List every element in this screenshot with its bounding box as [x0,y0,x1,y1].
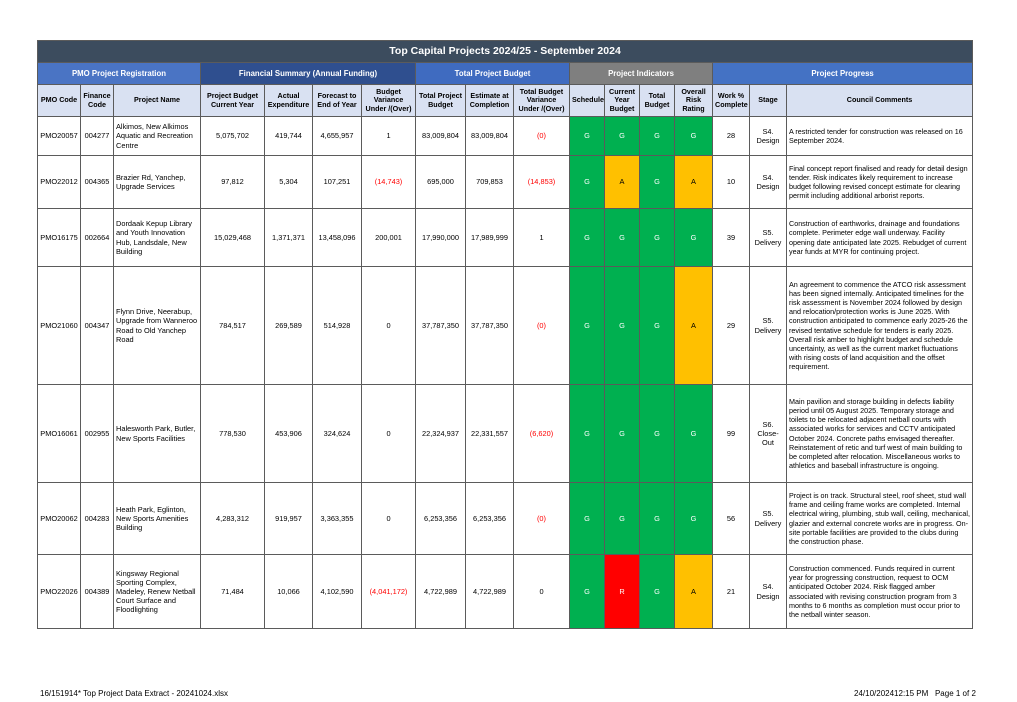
current-year-budget-rag-cell: G [605,267,640,385]
overall-risk-rag-cell: G [675,117,713,156]
total-project-budget-cell: 4,722,989 [416,555,466,629]
footer-file: 16/151914* Top Project Data Extract - 20241024.xlsx [40,689,228,698]
pmo-code-cell: PMO21060 [38,267,81,385]
table-row [38,117,973,156]
budget-variance-cell: 200,001 [362,209,416,267]
schedule-rag-cell: G [570,267,605,385]
forecast-cell: 13,458,096 [313,209,362,267]
schedule-rag-cell: G [570,385,605,483]
header-forecast: Forecast to End of Year [313,85,362,117]
forecast-cell: 4,102,590 [313,555,362,629]
project-name-cell: Kingsway Regional Sporting Complex, Madeley, Renew Netball Court Surface and Floodlighting [114,555,201,629]
header-overall-risk: Overall Risk Rating [675,85,713,117]
forecast-cell: 514,928 [313,267,362,385]
header-project-budget: Project Budget Current Year [201,85,265,117]
project-name-cell: Brazier Rd, Yanchep, Upgrade Services [114,156,201,209]
finance-code-cell: 002955 [81,385,114,483]
total-project-budget-cell: 695,000 [416,156,466,209]
header-pmo-code: PMO Code [38,85,81,117]
actual-expenditure-cell: 453,906 [265,385,313,483]
work-complete-cell: 99 [713,385,750,483]
header-council-comments: Council Comments [787,85,973,117]
schedule-rag-cell: G [570,117,605,156]
capital-projects-table [37,40,973,629]
current-year-budget-rag-cell: R [605,555,640,629]
total-budget-variance-cell: (0) [514,267,570,385]
project-budget-cell: 784,517 [201,267,265,385]
header-actual-expenditure: Actual Expenditure [265,85,313,117]
total-project-budget-cell: 6,253,356 [416,483,466,555]
total-budget-rag-cell: G [640,483,675,555]
table-row [38,483,973,555]
estimate-completion-cell: 83,009,804 [466,117,514,156]
estimate-completion-cell: 22,331,557 [466,385,514,483]
finance-code-cell: 004365 [81,156,114,209]
total-budget-variance-cell: (6,620) [514,385,570,483]
total-budget-variance-cell: (14,853) [514,156,570,209]
budget-variance-cell: (14,743) [362,156,416,209]
budget-variance-cell: 1 [362,117,416,156]
pmo-code-cell: PMO16175 [38,209,81,267]
total-budget-variance-cell: 1 [514,209,570,267]
total-budget-rag-cell: G [640,209,675,267]
stage-cell: S6. Close-Out [750,385,787,483]
pmo-code-cell: PMO20057 [38,117,81,156]
budget-variance-cell: 0 [362,267,416,385]
overall-risk-rag-cell: G [675,209,713,267]
table-row [38,209,973,267]
current-year-budget-rag-cell: G [605,385,640,483]
council-comment-cell: A restricted tender for construction was released on 16 September 2024. [787,117,973,156]
header-total-project-budget: Total Project Budget [416,85,466,117]
group-project-progress: Project Progress [713,63,973,85]
overall-risk-rag-cell: A [675,555,713,629]
project-name-cell: Alkimos, New Alkimos Aquatic and Recreation Centre [114,117,201,156]
estimate-completion-cell: 4,722,989 [466,555,514,629]
current-year-budget-rag-cell: G [605,483,640,555]
estimate-completion-cell: 37,787,350 [466,267,514,385]
council-comment-cell: Final concept report finalised and ready for detail design tender. Risk indicates likely requirement to increase budget following revised concept estimate for clearing permit including additional arborist reports. [787,156,973,209]
work-complete-cell: 29 [713,267,750,385]
total-project-budget-cell: 22,324,937 [416,385,466,483]
footer-date: 24/10/2024 [854,689,895,698]
budget-variance-cell: 0 [362,385,416,483]
work-complete-cell: 28 [713,117,750,156]
header-finance-code: Finance Code [81,85,114,117]
table-row [38,267,973,385]
pmo-code-cell: PMO20062 [38,483,81,555]
finance-code-cell: 002664 [81,209,114,267]
estimate-completion-cell: 17,989,999 [466,209,514,267]
schedule-rag-cell: G [570,555,605,629]
council-comment-cell: Construction commenced. Funds required in current year for progressing construction, request to OCM anticipated October 2024. Risk flagged amber associated with revising construction program from 3 months to 6 months as completion must occur prior to the netball winter season. [787,555,973,629]
stage-cell: S5. Delivery [750,209,787,267]
overall-risk-rag-cell: A [675,156,713,209]
group-total-budget: Total Project Budget [416,63,570,85]
work-complete-cell: 39 [713,209,750,267]
stage-cell: S4. Design [750,117,787,156]
group-registration: PMO Project Registration [38,63,201,85]
footer-page: Page 1 of 2 [934,689,976,698]
work-complete-cell: 21 [713,555,750,629]
header-estimate-completion: Estimate at Completion [466,85,514,117]
work-complete-cell: 56 [713,483,750,555]
total-budget-variance-cell: 0 [514,555,570,629]
stage-cell: S5. Delivery [750,267,787,385]
current-year-budget-rag-cell: A [605,156,640,209]
total-budget-rag-cell: G [640,267,675,385]
current-year-budget-rag-cell: G [605,209,640,267]
total-budget-rag-cell: G [640,156,675,209]
stage-cell: S5. Delivery [750,483,787,555]
finance-code-cell: 004283 [81,483,114,555]
header-current-year-budget: Current Year Budget [605,85,640,117]
total-budget-rag-cell: G [640,555,675,629]
estimate-completion-cell: 6,253,356 [466,483,514,555]
schedule-rag-cell: G [570,156,605,209]
forecast-cell: 324,624 [313,385,362,483]
header-work-complete: Work % Complete [713,85,750,117]
overall-risk-rag-cell: A [675,267,713,385]
forecast-cell: 107,251 [313,156,362,209]
group-financial-summary: Financial Summary (Annual Funding) [201,63,416,85]
project-budget-cell: 5,075,702 [201,117,265,156]
table-row [38,156,973,209]
finance-code-cell: 004347 [81,267,114,385]
pmo-code-cell: PMO22026 [38,555,81,629]
header-project-name: Project Name [114,85,201,117]
actual-expenditure-cell: 1,371,371 [265,209,313,267]
project-budget-cell: 4,283,312 [201,483,265,555]
total-budget-rag-cell: G [640,117,675,156]
header-total-budget-variance: Total Budget Variance Under /(Over) [514,85,570,117]
total-budget-variance-cell: (0) [514,483,570,555]
header-stage: Stage [750,85,787,117]
pmo-code-cell: PMO16061 [38,385,81,483]
footer-meta [854,689,976,698]
actual-expenditure-cell: 419,744 [265,117,313,156]
council-comment-cell: Main pavilion and storage building in defects liability period until 05 August 2025. Temporary storage and toilets to be relocated adjacent netball courts with associated works for services and CCTV anticipated October 2024. Concrete paths envisaged thereafter. Reinstatement of retic and turf west of main building to be completed after relocation. Miscellaneous works to athletics and baseball infrastructure is ongoing. [787,385,973,483]
project-name-cell: Dordaak Kepup Library and Youth Innovation Hub, Landsdale, New Building [114,209,201,267]
actual-expenditure-cell: 10,066 [265,555,313,629]
total-project-budget-cell: 83,009,804 [416,117,466,156]
header-total-budget: Total Budget [640,85,675,117]
council-comment-cell: An agreement to commence the ATCO risk assessment has been signed internally. Anticipated timelines for the risk assessment is November 2024 followed by design and relocation/protection works is June 2025. With construction anticipated to commence early 2025-26 the revised tentative schedule for tenders is early 2025. Overall risk amber to highlight budget and schedule uncertainty, as well as the current market fluctuations with rising costs of land acquisition and the offset requirement. [787,267,973,385]
total-project-budget-cell: 17,990,000 [416,209,466,267]
table-body [38,117,973,629]
table-row [38,555,973,629]
budget-variance-cell: (4,041,172) [362,555,416,629]
total-budget-rag-cell: G [640,385,675,483]
project-budget-cell: 71,484 [201,555,265,629]
group-project-indicators: Project Indicators [570,63,713,85]
header-budget-variance: Budget Variance Under /(Over) [362,85,416,117]
actual-expenditure-cell: 919,957 [265,483,313,555]
forecast-cell: 4,655,957 [313,117,362,156]
work-complete-cell: 10 [713,156,750,209]
actual-expenditure-cell: 269,589 [265,267,313,385]
overall-risk-rag-cell: G [675,385,713,483]
total-project-budget-cell: 37,787,350 [416,267,466,385]
table-row [38,385,973,483]
council-comment-cell: Project is on track. Structural steel, roof sheet, stud wall frame and ceiling frame works are completed. Internal electrical wiring, plumbing, stub wall, ceiling, mechanical, glazier and external concrete works are in progress. On-site portable facilities are provided to the clubs during the construction phase. [787,483,973,555]
pmo-code-cell: PMO22012 [38,156,81,209]
finance-code-cell: 004277 [81,117,114,156]
project-name-cell: Flynn Drive, Neerabup, Upgrade from Wanneroo Road to Old Yanchep Road [114,267,201,385]
project-budget-cell: 15,029,468 [201,209,265,267]
footer-time: 12:15 PM [894,689,929,698]
schedule-rag-cell: G [570,483,605,555]
estimate-completion-cell: 709,853 [466,156,514,209]
project-name-cell: Heath Park, Eglinton, New Sports Amenities Building [114,483,201,555]
current-year-budget-rag-cell: G [605,117,640,156]
finance-code-cell: 004389 [81,555,114,629]
project-name-cell: Halesworth Park, Butler, New Sports Facilities [114,385,201,483]
council-comment-cell: Construction of earthworks, drainage and foundations complete. Perimeter edge wall underway. Facility opening date anticipated late 2025. Rebudget of current year funds at MYR for continuing project. [787,209,973,267]
header-schedule: Schedule [570,85,605,117]
budget-variance-cell: 0 [362,483,416,555]
total-budget-variance-cell: (0) [514,117,570,156]
stage-cell: S4. Design [750,156,787,209]
overall-risk-rag-cell: G [675,483,713,555]
stage-cell: S4. Design [750,555,787,629]
schedule-rag-cell: G [570,209,605,267]
actual-expenditure-cell: 5,304 [265,156,313,209]
project-budget-cell: 97,812 [201,156,265,209]
project-budget-cell: 778,530 [201,385,265,483]
forecast-cell: 3,363,355 [313,483,362,555]
report-title: Top Capital Projects 2024/25 - September 2024 [38,41,973,63]
